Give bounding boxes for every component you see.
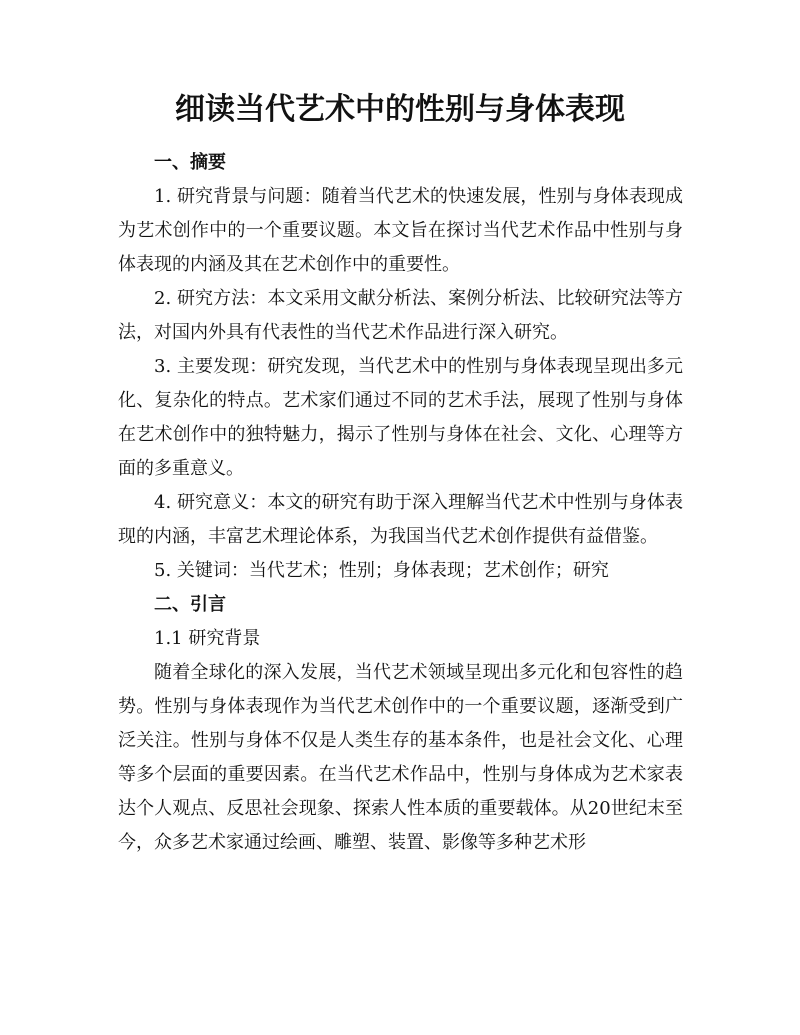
abstract-item-findings: 3. 主要发现：研究发现，当代艺术中的性别与身体表现呈现出多元化、复杂化的特点。艺术家们通过不同的艺术手法，展现了性别与身体在艺术创作中的独特魅力，揭示了性别与身体在社会、文化、心理等方面的多重意义。 bbox=[118, 356, 683, 479]
research-background-subheading: 1.1 研究背景 bbox=[154, 628, 261, 649]
abstract-item-significance: 4. 研究意义：本文的研究有助于深入理解当代艺术中性别与身体表现的内涵，丰富艺术理论体系，为我国当代艺术创作提供有益借鉴。 bbox=[118, 492, 683, 547]
abstract-item-method: 2. 研究方法：本文采用文献分析法、案例分析法、比较研究法等方法，对国内外具有代表性的当代艺术作品进行深入研究。 bbox=[118, 288, 683, 343]
research-background-paragraph: 随着全球化的深入发展，当代艺术领域呈现出多元化和包容性的趋势。性别与身体表现作为当代艺术创作中的一个重要议题，逐渐受到广泛关注。性别与身体不仅是人类生存的基本条件，也是社会文化、心理等多个层面的重要因素。在当代艺术作品中，性别与身体成为艺术家表达个人观点、反思社会现象、探索人性本质的重要载体。从20世纪末至今，众多艺术家通过绘画、雕塑、装置、影像等多种艺术形 bbox=[118, 662, 683, 853]
document-body bbox=[118, 146, 683, 860]
abstract-item-background: 1. 研究背景与问题：随着当代艺术的快速发展，性别与身体表现成为艺术创作中的一个重要议题。本文旨在探讨当代艺术作品中性别与身体表现的内涵及其在艺术创作中的重要性。 bbox=[118, 186, 683, 275]
introduction-heading: 二、引言 bbox=[154, 594, 226, 615]
document-title: 细读当代艺术中的性别与身体表现 bbox=[175, 92, 625, 127]
abstract-item-keywords: 5. 关键词：当代艺术；性别；身体表现；艺术创作；研究 bbox=[154, 560, 609, 581]
abstract-heading: 一、摘要 bbox=[154, 152, 226, 173]
